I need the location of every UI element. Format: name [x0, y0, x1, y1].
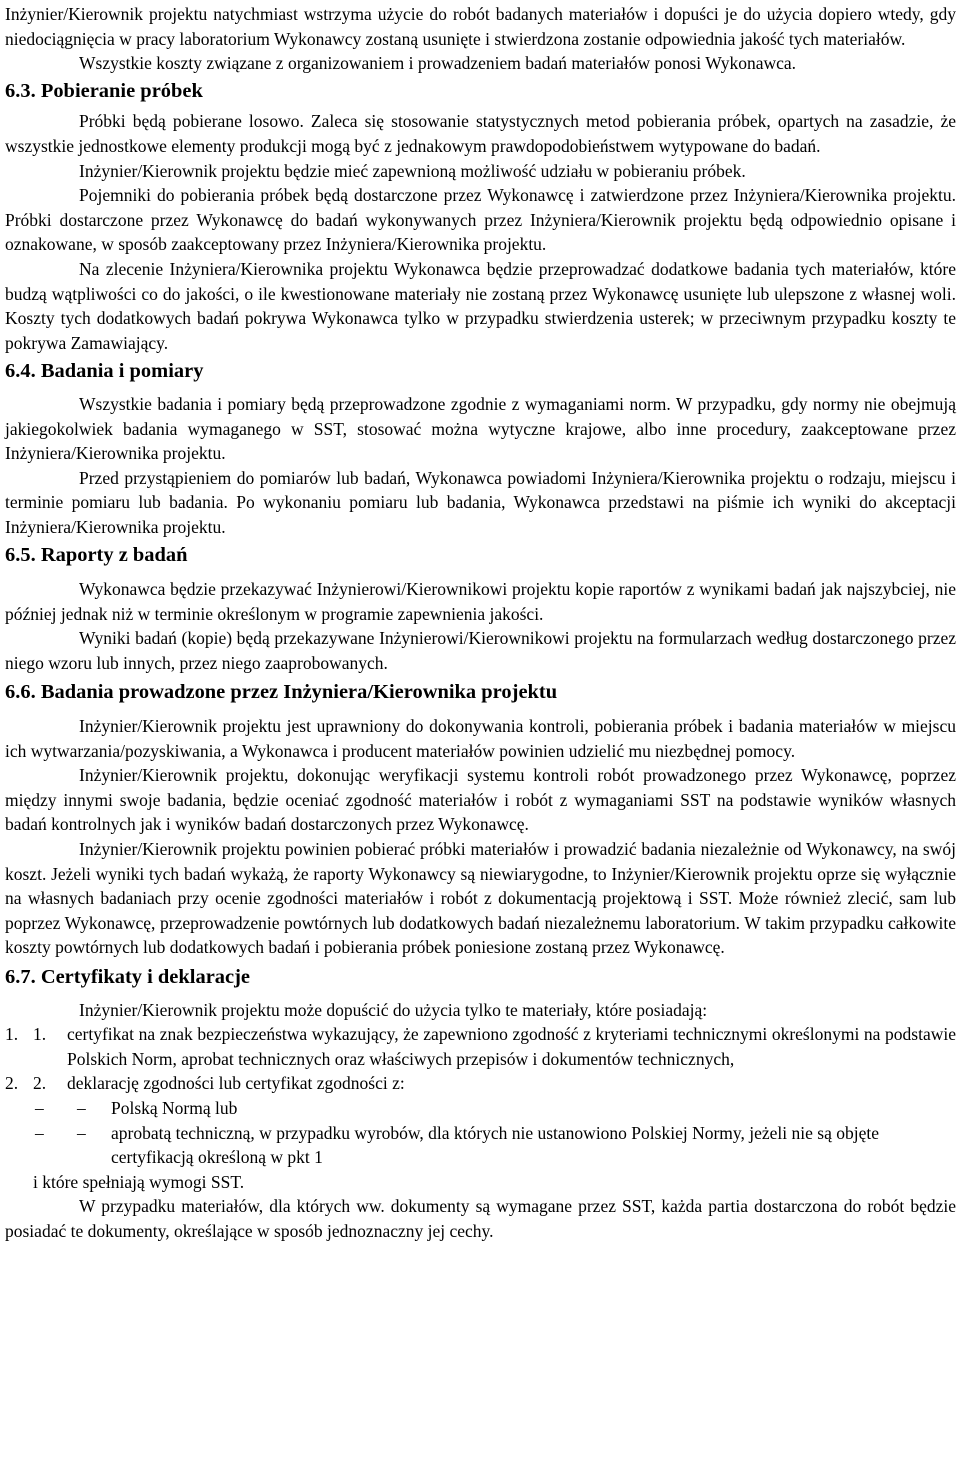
dash-bullet-secondary: – — [77, 1122, 86, 1143]
s66-paragraph-3: Inżynier/Kierownik projektu powinien pobierać próbki materiałów i prowadzić badania niezależnie od Wykonawcy, na swój koszt. Jeżeli wyniki tych badań wykażą, że raporty Wykonawcy są niewiarygodne, to Inżynier/Kierownik projektu oprze się wyłącznie na własnych badaniach przy ocenie zgodności materiałów i robót z dokumentacją projektową i SST. Może również zlecić, sam lub poprzez Wykonawcę, przeprowadzenie powtórnych lub dodatkowych badań niezależnemu laboratorium. W takim przypadku całkowite koszty powtórnych lub dodatkowych badań i pobierania próbek poniesione zostaną przez Wykonawcę. — [5, 839, 956, 958]
list-number: 1. — [5, 1024, 19, 1045]
s64-paragraph-2: Przed przystąpieniem do pomiarów lub badań, Wykonawca powiadomi Inżyniera/Kierownika projektu o rodzaju, miejscu i terminie pomiaru lub badania. Po wykonaniu pomiaru lub badania, Wykonawca przedstawi na piśmie ich wyniki do akceptacji Inżyniera/Kierownika projektu. — [5, 467, 956, 537]
s63-paragraph-2: Inżynier/Kierownik projektu będzie mieć zapewnioną możliwość udziału w pobieraniu próbek. — [79, 160, 746, 181]
section-6-6-heading: 6.6. Badania prowadzone przez Inżyniera/Kierownika projektu — [5, 681, 558, 704]
dash-list-item — [5, 1096, 956, 1121]
section-6-5-heading: 6.5. Raporty z badań — [5, 544, 188, 567]
intro-paragraph-2: Wszystkie koszty związane z organizowaniem i prowadzeniem badań materiałów ponosi Wykonawca. — [79, 53, 797, 74]
s63-paragraph-3: Pojemniki do pobierania próbek będą dostarczone przez Wykonawcę i zatwierdzone przez Inżyniera/Kierownika projektu. Próbki dostarczone przez Wykonawcę do badań wykonywanych przez Inżyniera/Kierownik projektu będą odpowiednio opisane i oznakowane, w sposób zaakceptowany przez Inżyniera/Kierownika projektu. — [5, 185, 956, 255]
intro-paragraph-1: Inżynier/Kierownik projektu natychmiast wstrzyma użycie do robót badanych materiałów i dopuści je do użycia dopiero wtedy, gdy niedociągnięcia w pracy laboratorium Wykonawcy zostaną usunięte i stwierdzona zostanie odpowiednia jakość tych materiałów. — [5, 4, 956, 49]
s63-paragraph-4: Na zlecenie Inżyniera/Kierownika projektu Wykonawca będzie przeprowadzać dodatkowe badania tych materiałów, które budzą wątpliwości co do jakości, o ile kwestionowane materiały nie zostaną przez Wykonawcę usunięte lub ulepszone z własnej woli. Koszty tych dodatkowych badań pokrywa Wykonawca tylko w przypadku stwierdzenia usterek; w przeciwnym przypadku koszty te pokrywa Zamawiający. — [5, 258, 956, 353]
section-6-3-heading: 6.3. Pobieranie próbek — [5, 79, 203, 102]
dash-item-text: aprobatą techniczną, w przypadku wyrobów, dla których nie ustanowiono Polskiej Normy, jeżeli nie są objęte certyfikacją określoną w pkt 1 — [111, 1122, 879, 1168]
dash-item-text: Polską Normą lub — [111, 1097, 238, 1118]
s67-intro: Inżynier/Kierownik projektu może dopuścić do użycia tylko te materiały, które posiadają: — [79, 999, 708, 1020]
dash-bullet-secondary: – — [77, 1097, 86, 1118]
s64-paragraph-1: Wszystkie badania i pomiary będą przeprowadzone zgodnie z wymaganiami norm. W przypadku, gdy normy nie obejmują jakiegokolwiek badania wymaganego w SST, stosować można wytyczne krajowe, albo inne procedury, zaakceptowane przez Inżyniera/Kierownika projektu. — [5, 393, 956, 464]
list-item-text: certyfikat na znak bezpieczeństwa wykazujący, że zapewniono zgodność z kryteriami technicznymi określonymi na podstawie Polskich Norm, aprobat technicznych oraz właściwych przepisów i dokumentów technicznych, — [67, 1024, 956, 1069]
s65-paragraph-2: Wyniki badań (kopie) będą przekazywane Inżynierowi/Kierownikowi projektu na formularzach według dostarczonego przez niego wzoru lub innych, przez niego zaaprobowanych. — [5, 628, 956, 673]
section-6-4-heading: 6.4. Badania i pomiary — [5, 360, 204, 383]
s66-paragraph-2: Inżynier/Kierownik projektu, dokonując weryfikacji systemu kontroli robót prowadzonego przez Wykonawcę, poprzez między innymi swoje badania, będzie oceniać zgodność materiałów i robót z wymaganiami SST na podstawie wyników własnych badań kontrolnych jak i wyników badań dostarczonych przez Wykonawcę. — [5, 765, 956, 835]
list-item — [5, 1022, 956, 1071]
list-item-text: deklarację zgodności lub certyfikat zgodności z: — [67, 1073, 405, 1094]
list-number: 2. — [5, 1073, 19, 1094]
section-6-7-heading: 6.7. Certyfikaty i deklaracje — [5, 965, 250, 988]
list-subnumber: 2. — [33, 1073, 47, 1094]
s66-paragraph-1: Inżynier/Kierownik projektu jest uprawniony do dokonywania kontroli, pobierania próbek i badania materiałów w miejscu ich wytwarzania/pozyskiwania, a Wykonawca i producent materiałów powinien udzielić mu niezbędnej pomocy. — [5, 716, 956, 761]
s65-paragraph-1: Wykonawca będzie przekazywać Inżynierowi/Kierownikowi projektu kopie raportów z wynikami badań jak najszybciej, nie później jednak niż w terminie określonym w programie zapewnienia jakości. — [5, 579, 956, 624]
s67-tail: i które spełniają wymogi SST. — [33, 1171, 245, 1192]
dash-bullet: – — [35, 1097, 44, 1118]
dash-list-item — [5, 1121, 956, 1170]
s63-paragraph-1: Próbki będą pobierane losowo. Zaleca się stosowanie statystycznych metod pobierania próbek, opartych na zasadzie, że wszystkie jednostkowe elementy produkcji mogą być z jednakowym prawdopodobieństwem wytypowane do badań. — [5, 111, 956, 156]
list-item — [5, 1071, 956, 1096]
list-subnumber: 1. — [33, 1024, 47, 1045]
dash-bullet: – — [35, 1122, 44, 1143]
s67-final-paragraph: W przypadku materiałów, dla których ww. dokumenty są wymagane przez SST, każda partia dostarczona do robót będzie posiadać te dokumenty, określające w sposób jednoznaczny jej cechy. — [5, 1196, 956, 1241]
